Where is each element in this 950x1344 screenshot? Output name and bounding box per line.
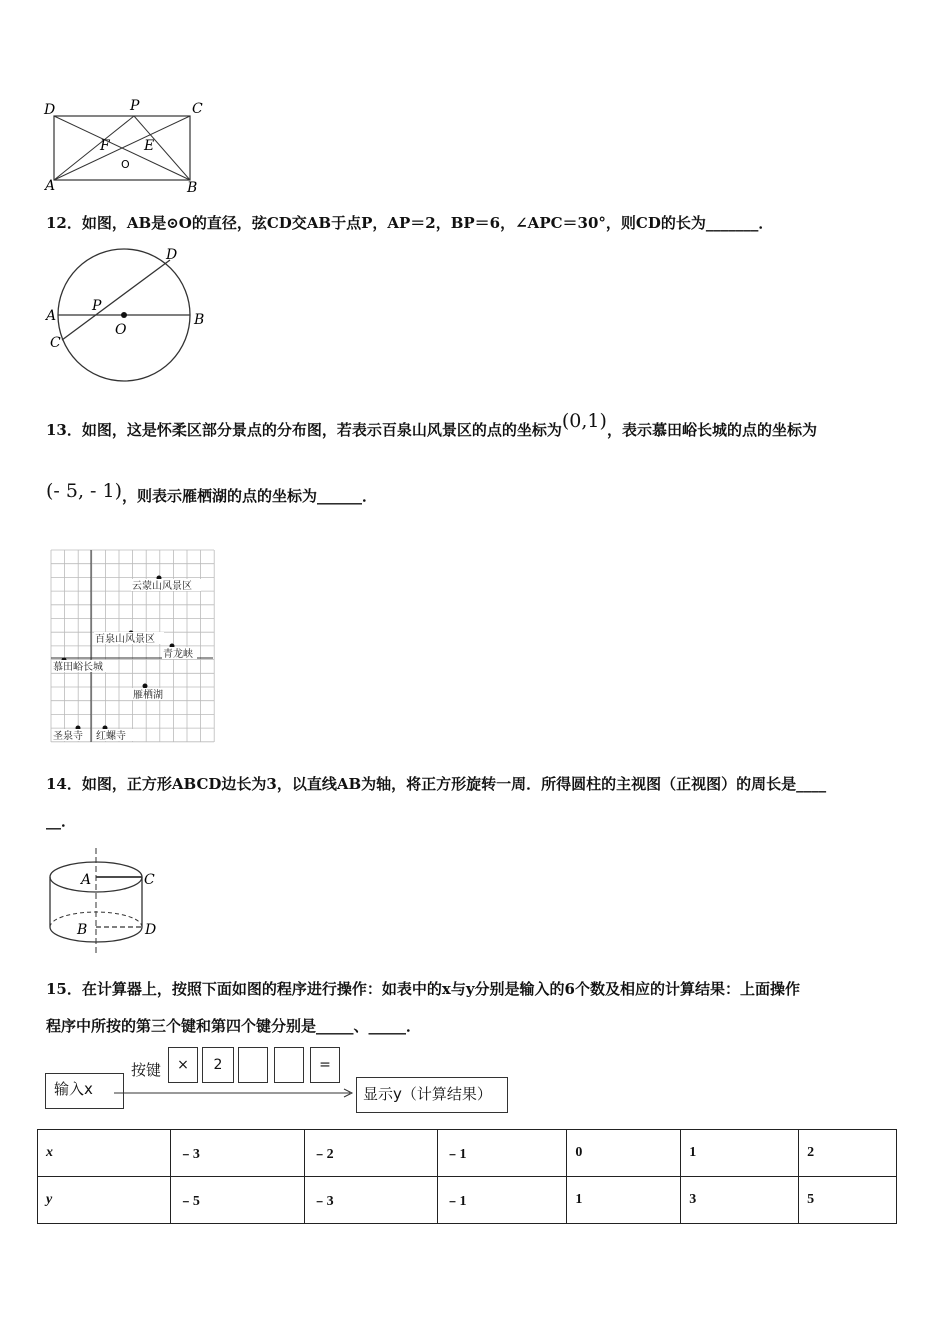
label-yanqi: 雁栖湖 [133,690,163,701]
question-14-line1 [46,773,826,794]
key-2-two: 2 [202,1047,234,1083]
table-cell: y [38,1177,171,1224]
table-row-x [38,1130,897,1177]
q12-text: 如图，AB是⊙O的直径，弦CD交AB于点P，AP＝2，BP＝6，∠APC＝30°，则CD的长为_______． [81,214,774,232]
cylinder-figure [44,846,164,958]
label-B: B [194,312,205,328]
label-C: C [144,872,155,888]
output-y-box [356,1077,508,1113]
table-cell: 1 [567,1177,681,1224]
table-cell: ﹣3 [304,1177,437,1224]
flow-arrow [114,1086,359,1100]
question-13-line2 [46,480,378,506]
key-5-equals: = [310,1047,340,1083]
table-cell: 3 [681,1177,799,1224]
label-O: O [115,322,127,338]
q15-number: 15． [46,980,82,998]
label-C: C [192,101,203,117]
q14-number: 14． [46,775,82,793]
label-C: C [50,335,61,351]
question-15-line1 [46,978,800,999]
input-x-box [45,1073,124,1109]
label-B: B [187,180,198,196]
q13-text-a: 如图，这是怀柔区部分景点的分布图，若表示百泉山风景区的点的坐标为 [81,421,562,439]
q14-text-a: 如图，正方形ABCD边长为3，以直线AB为轴，将正方形旋转一周．所得圆柱的主视图（正视图）的周长是____ [81,775,827,793]
xy-table [37,1129,897,1224]
q14-text-b: __． [46,812,77,830]
label-D: D [44,102,56,118]
label-P: P [130,98,140,114]
table-cell: ﹣1 [437,1177,567,1224]
table-row-y [38,1177,897,1224]
table-cell: 2 [799,1130,897,1177]
table-cell: 1 [681,1130,799,1177]
label-shengquan: 圣泉寺 [53,731,83,742]
q15-text-a: 在计算器上，按照下面如图的程序进行操作：如表中的x与y分别是输入的6个数及相应的计算结果：上面操作 [81,980,800,998]
question-14-line2 [46,810,76,831]
key-1-multiply: × [168,1047,198,1083]
label-A: A [46,308,57,324]
question-13-line1 [46,410,817,440]
key-4-blank [274,1047,304,1083]
question-12 [46,212,773,233]
label-yunmeng: 云蒙山风景区 [132,581,192,592]
label-O: O [121,158,130,171]
table-cell: x [38,1130,171,1177]
table-cell: ﹣1 [437,1130,567,1177]
q12-number: 12． [46,214,82,232]
label-P: P [92,298,102,314]
table-cell: ﹣2 [304,1130,437,1177]
label-qinglong: 青龙峡 [163,649,193,660]
table-cell: 0 [567,1130,681,1177]
table-cell: ﹣5 [170,1177,304,1224]
circle-figure [40,244,220,389]
q15-text-b: 程序中所按的第三个键和第四个键分别是_____、_____． [46,1017,422,1035]
label-A: A [45,178,56,194]
question-15-line2 [46,1015,421,1036]
label-baiquan: 百泉山风景区 [95,634,155,645]
label-D: D [166,247,178,263]
label-E: E [144,138,155,154]
input-x-label: 输入x [54,1080,93,1098]
table-cell: ﹣3 [170,1130,304,1177]
q13-number: 13． [46,421,82,439]
rectangle-figure [40,98,210,198]
label-mutianyu: 慕田峪长城 [53,662,103,673]
keys-label: 按键 [131,1061,162,1079]
label-A: A [81,872,92,888]
scenic-map-grid [49,548,215,744]
q13-coord-baiquan: (0,1) [561,410,607,432]
q13-coord-mutianyu: (- 5, - 1) [46,480,122,502]
label-hongluo: 红螺寺 [96,731,126,742]
output-y-label: 显示y（计算结果） [363,1085,492,1103]
label-B: B [77,922,88,938]
q13-text-c: ，则表示雁栖湖的点的坐标为______． [122,487,378,505]
table-cell: 5 [799,1177,897,1224]
key-3-blank [238,1047,268,1083]
label-D: D [145,922,157,938]
label-F: F [100,138,110,154]
q13-text-b: ，表示慕田峪长城的点的坐标为 [606,421,817,439]
